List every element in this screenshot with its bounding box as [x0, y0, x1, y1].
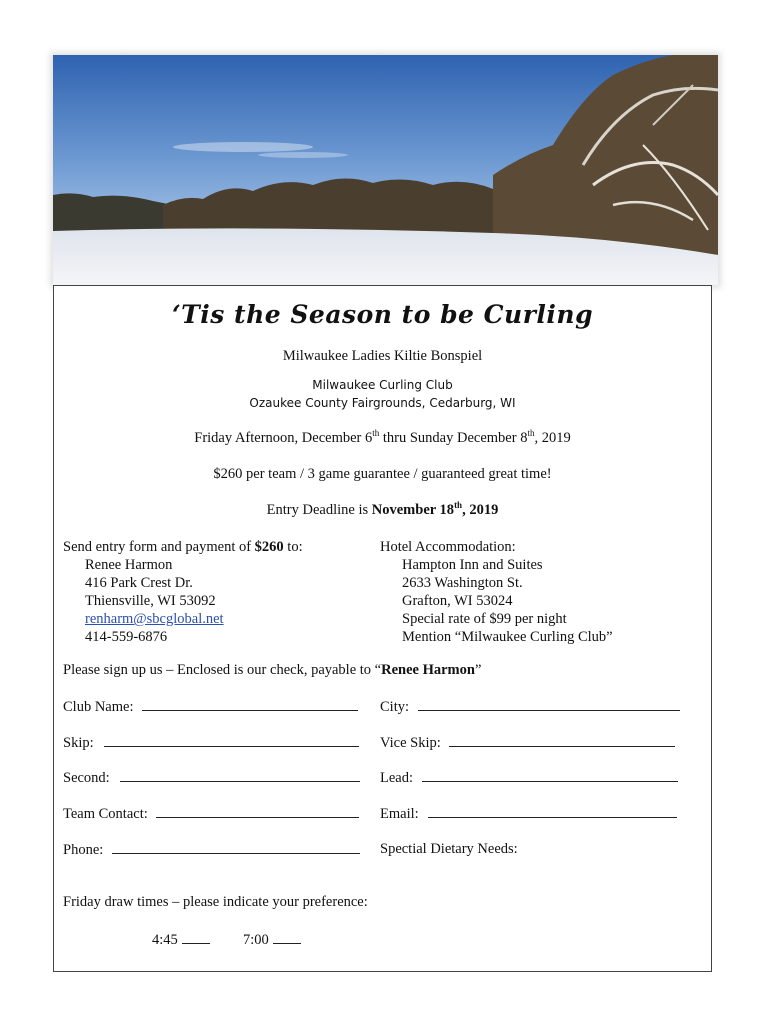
send-to-block — [63, 538, 303, 646]
draw-time-445: 4:45 — [152, 932, 178, 948]
team-contact-field[interactable] — [63, 805, 359, 823]
club-name-text: Milwaukee Curling Club — [312, 378, 453, 392]
email-field[interactable] — [380, 805, 677, 823]
skip-field[interactable] — [63, 734, 359, 752]
location-text: Ozaukee County Fairgrounds, Cedarburg, WI — [249, 396, 516, 410]
frozen-lake-image — [53, 55, 718, 285]
draw-option-700[interactable] — [243, 931, 301, 949]
draw-blank-445[interactable] — [182, 931, 210, 944]
team-contact-label: Team Contact: — [63, 806, 148, 822]
second-field[interactable] — [63, 769, 360, 787]
vice-skip-field[interactable] — [380, 734, 675, 752]
hotel-city: Grafton, WI 53024 — [402, 593, 513, 609]
city-field[interactable] — [380, 698, 680, 716]
banner-photo — [53, 55, 718, 285]
team-contact-line[interactable] — [156, 805, 359, 818]
hotel-heading: Hotel Accommodation: — [380, 539, 516, 555]
phone-label: Phone: — [63, 842, 104, 858]
draw-option-445[interactable] — [152, 931, 210, 949]
send-to-street: 416 Park Crest Dr. — [85, 575, 193, 591]
send-to-intro: Send entry form and payment of $260 to: — [63, 539, 303, 555]
email-label: Email: — [380, 806, 419, 822]
club-name-label: Club Name: — [63, 699, 134, 715]
hotel-street: 2633 Washington St. — [402, 575, 523, 591]
send-to-city: Thiensville, WI 53092 — [85, 593, 216, 609]
send-to-phone: 414-559-6876 — [85, 629, 168, 645]
skip-label: Skip: — [63, 735, 94, 751]
club-name-field[interactable] — [63, 698, 358, 716]
lead-field[interactable] — [380, 769, 678, 787]
entry-form-card — [53, 285, 712, 972]
hotel-mention: Mention “Milwaukee Curling Club” — [402, 629, 613, 645]
second-label: Second: — [63, 770, 110, 786]
lead-line[interactable] — [422, 769, 678, 782]
hotel-block — [380, 538, 613, 646]
send-to-name: Renee Harmon — [85, 557, 173, 573]
dietary-needs-label: Spectial Dietary Needs: — [380, 841, 518, 857]
price-line: $260 per team / 3 game guarantee / guaranteed great time! — [213, 466, 552, 482]
hotel-name: Hampton Inn and Suites — [402, 557, 543, 573]
event-dates: Friday Afternoon, December 6th thru Sunday December 8th, 2019 — [194, 428, 571, 446]
dietary-needs-field[interactable] — [380, 841, 518, 858]
hotel-rate: Special rate of $99 per night — [402, 611, 567, 627]
entry-deadline: Entry Deadline is November 18th, 2019 — [266, 500, 499, 518]
club-name-line[interactable] — [142, 698, 358, 711]
phone-field[interactable] — [63, 841, 360, 859]
draw-time-700: 7:00 — [243, 932, 269, 948]
vice-skip-line[interactable] — [449, 734, 675, 747]
signup-statement: Please sign up us – Enclosed is our check, payable to “Renee Harmon” — [63, 662, 482, 678]
draw-times-prompt: Friday draw times – please indicate your preference: — [63, 894, 368, 910]
email-link[interactable]: renharm@sbcglobal.net — [85, 611, 224, 627]
email-line[interactable] — [428, 805, 677, 818]
vice-skip-label: Vice Skip: — [380, 735, 441, 751]
lead-label: Lead: — [380, 770, 414, 786]
phone-line[interactable] — [112, 841, 360, 854]
city-label: City: — [380, 699, 410, 715]
page-title: ‘Tis the Season to be Curling — [171, 300, 594, 329]
event-name: Milwaukee Ladies Kiltie Bonspiel — [282, 348, 483, 364]
draw-blank-700[interactable] — [273, 931, 301, 944]
second-line[interactable] — [120, 769, 360, 782]
skip-line[interactable] — [104, 734, 359, 747]
city-line[interactable] — [418, 698, 680, 711]
